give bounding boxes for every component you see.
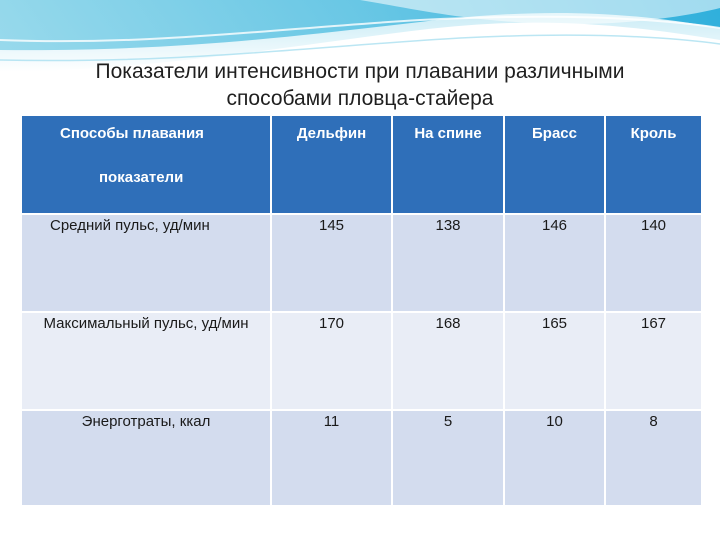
table-cell: 146 xyxy=(504,214,605,312)
table-cell: 11 xyxy=(271,410,392,506)
column-header-backstroke: На спине xyxy=(392,115,504,214)
table-row xyxy=(21,214,702,312)
row-label-avg-pulse: Средний пульс, уд/мин xyxy=(21,214,271,312)
header-row xyxy=(21,115,702,214)
table-row xyxy=(21,410,702,506)
table-cell: 10 xyxy=(504,410,605,506)
slide-title: Показатели интенсивности при плавании различными способами пловца-стайера xyxy=(95,60,625,110)
row-label-max-pulse: Максимальный пульс, уд/мин xyxy=(21,312,271,410)
intensity-table xyxy=(20,114,703,507)
row-label-energy: Энерготраты, ккал xyxy=(21,410,271,506)
header-swim-styles-label: Способы плавания xyxy=(60,125,204,142)
table-cell: 140 xyxy=(605,214,702,312)
header-indicators-label: показатели xyxy=(99,169,184,186)
table-cell: 5 xyxy=(392,410,504,506)
table-cell: 165 xyxy=(504,312,605,410)
table-cell: 145 xyxy=(271,214,392,312)
table-row xyxy=(21,312,702,410)
table-cell: 170 xyxy=(271,312,392,410)
table-cell: 8 xyxy=(605,410,702,506)
table-cell: 168 xyxy=(392,312,504,410)
column-header-freestyle: Кроль xyxy=(605,115,702,214)
header-corner-cell xyxy=(21,115,271,214)
table-cell: 138 xyxy=(392,214,504,312)
column-header-breaststroke: Брасс xyxy=(504,115,605,214)
table-cell: 167 xyxy=(605,312,702,410)
column-header-butterfly: Дельфин xyxy=(271,115,392,214)
